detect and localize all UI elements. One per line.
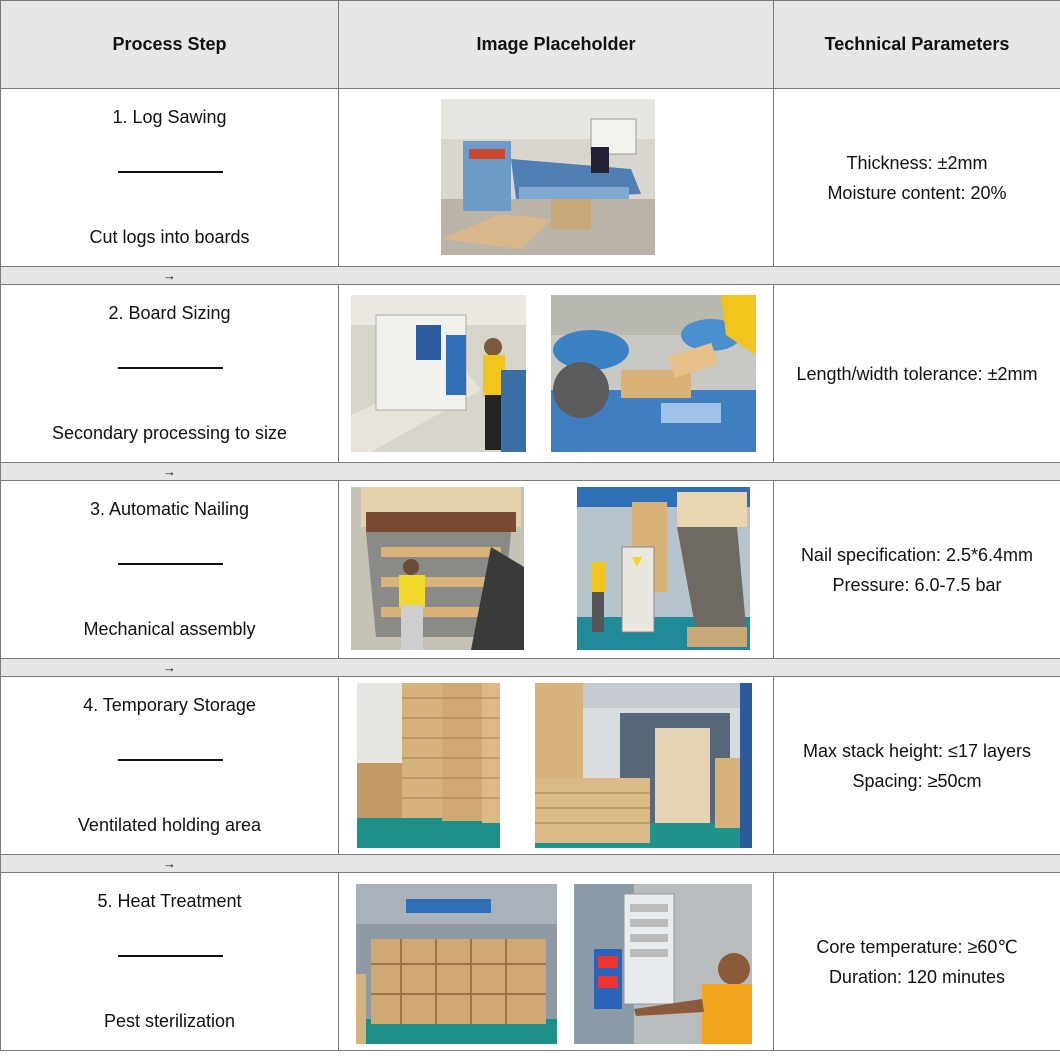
- param-line: Nail specification: 2.5*6.4mm: [800, 544, 1034, 565]
- step-description: Pest sterilization: [103, 1011, 236, 1031]
- pallet-stacks-photo: [357, 683, 500, 848]
- step-name: 3. Automatic Nailing: [89, 499, 250, 519]
- nailing-line-photo: [577, 487, 750, 650]
- warehouse-pallets-photo: [535, 683, 752, 848]
- arrow-row-4: [1, 855, 1060, 873]
- header-process-step: Process Step: [1, 1, 339, 89]
- divider-line: [118, 563, 223, 565]
- divider-line: [118, 171, 223, 173]
- step-name: 1. Log Sawing: [112, 107, 227, 127]
- step-description: Cut logs into boards: [89, 227, 250, 247]
- sizing-machine-photo: [351, 295, 526, 452]
- arrow-row-2: [1, 463, 1060, 481]
- param-line: Moisture content: 20%: [827, 182, 1007, 203]
- sawing-machine-photo: [441, 99, 655, 255]
- param-line: Length/width tolerance: ±2mm: [796, 363, 1038, 384]
- arrow-right-icon: →: [163, 856, 176, 871]
- param-line: Thickness: ±2mm: [846, 152, 988, 173]
- arrow-row-1: [1, 267, 1060, 285]
- step-row-4: [1, 677, 1060, 855]
- heat-chamber-photo: [356, 884, 557, 1044]
- step-name: 2. Board Sizing: [108, 303, 231, 323]
- arrow-right-icon: →: [163, 268, 176, 283]
- header-image-placeholder: Image Placeholder: [339, 1, 774, 89]
- divider-line: [118, 955, 223, 957]
- divider-line: [118, 367, 223, 369]
- step-row-3: [1, 481, 1060, 659]
- step-description: Secondary processing to size: [51, 423, 288, 443]
- step-name: 4. Temporary Storage: [83, 695, 256, 715]
- step-description: Ventilated holding area: [77, 815, 262, 835]
- header-technical-parameters: Technical Parameters: [774, 1, 1060, 89]
- arrow-right-icon: →: [163, 464, 176, 479]
- step-name: 5. Heat Treatment: [97, 891, 242, 911]
- param-line: Duration: 120 minutes: [828, 966, 1006, 987]
- param-line: Spacing: ≥50cm: [852, 770, 982, 791]
- param-line: Pressure: 6.0-7.5 bar: [832, 574, 1002, 595]
- header-row: [1, 1, 1060, 89]
- param-line: Core temperature: ≥60℃: [816, 936, 1018, 957]
- control-panel-photo: [574, 884, 752, 1044]
- step-row-1: [1, 89, 1060, 267]
- nailing-machine-photo: [351, 487, 524, 650]
- board-cutting-photo: [551, 295, 756, 452]
- arrow-row-3: [1, 659, 1060, 677]
- divider-line: [118, 759, 223, 761]
- step-row-2: [1, 285, 1060, 463]
- param-line: Max stack height: ≤17 layers: [803, 740, 1031, 761]
- step-description: Mechanical assembly: [83, 619, 256, 639]
- step-row-5: [1, 873, 1060, 1051]
- arrow-right-icon: →: [163, 660, 176, 675]
